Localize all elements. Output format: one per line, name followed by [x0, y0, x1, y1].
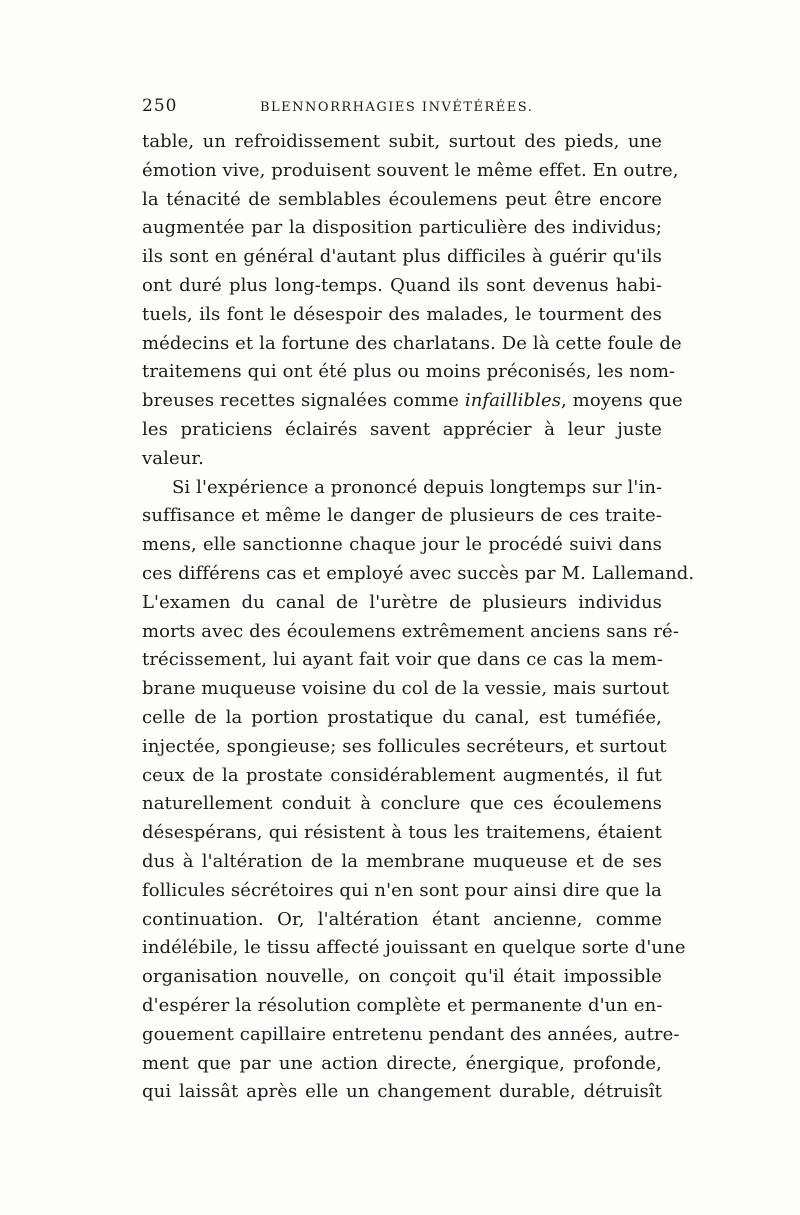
text-line: continuation. Or, l'altération étant ancienne, comme	[142, 908, 662, 930]
text-line: ont duré plus long-temps. Quand ils sont devenus habi-	[142, 274, 662, 296]
text-line: tuels, ils font le désespoir des malades, le tourment des	[142, 303, 662, 325]
body-text	[142, 128, 695, 1107]
text-line: injectée, spongieuse; ses follicules secréteurs, et surtout	[142, 735, 667, 757]
text-line: celle de la portion prostatique du canal, est tuméfiée,	[142, 706, 662, 728]
text-line: la ténacité de semblables écoulemens peut être encore	[142, 188, 662, 210]
text-line: organisation nouvelle, on conçoit qu'il était impossible	[142, 966, 662, 988]
text-line: qui laissât après elle un changement durable, détruisît	[142, 1081, 662, 1103]
text-line: morts avec des écoulemens extrêmement anciens sans ré-	[142, 620, 679, 642]
text-line: traitemens qui ont été plus ou moins préconisés, les nom-	[142, 361, 676, 383]
text-line-with-italic	[142, 387, 683, 416]
text-segment: breuses recettes signalées comme	[142, 390, 460, 412]
text-line: émotion vive, produisent souvent le même effet. En outre,	[142, 159, 679, 181]
text-line: suffisance et même le danger de plusieurs de ces traite-	[142, 505, 662, 527]
text-line: médecins et la fortune des charlatans. De là cette foule de	[142, 332, 682, 354]
text-line: indélébile, le tissu affecté jouissant en quelque sorte d'une	[142, 937, 686, 959]
running-title: BLENNORRHAGIES INVÉTÉRÉES.	[260, 100, 534, 115]
text-line: dus à l'altération de la membrane muqueuse et de ses	[142, 850, 662, 872]
text-line: désespérans, qui résistent à tous les traitemens, étaient	[142, 822, 662, 844]
text-line: ces différens cas et employé avec succès par M. Lallemand.	[142, 562, 695, 584]
text-line: table, un refroidissement subit, surtout des pieds, une	[142, 131, 662, 152]
page-number: 250	[142, 96, 178, 116]
text-line: valeur.	[142, 447, 204, 469]
text-line: les praticiens éclairés savent apprécier à leur juste	[142, 418, 662, 440]
text-line: augmentée par la disposition particulière des individus;	[142, 217, 662, 239]
text-line: L'examen du canal de l'urètre de plusieurs individus	[142, 591, 662, 613]
paragraph-start-line: Si l'expérience a prononcé depuis longtemps sur l'in-	[172, 476, 663, 498]
italic-word: infaillibles	[464, 390, 562, 412]
text-line: gouement capillaire entretenu pendant des années, autre-	[142, 1023, 680, 1045]
running-head	[142, 96, 662, 118]
text-line: naturellement conduit à conclure que ces écoulemens	[142, 793, 662, 815]
text-line: mens, elle sanctionne chaque jour le procédé suivi dans	[142, 534, 662, 556]
text-line: follicules sécrétoires qui n'en sont pour ainsi dire que la	[142, 879, 663, 901]
text-line: trécissement, lui ayant fait voir que dans ce cas la mem-	[142, 649, 663, 671]
text-line: ceux de la prostate considérablement augmentés, il fut	[142, 764, 662, 786]
text-line: ils sont en général d'autant plus difficiles à guérir qu'ils	[142, 246, 662, 268]
text-line: d'espérer la résolution complète et permanente d'un en-	[142, 994, 663, 1016]
text-segment: , moyens que	[561, 390, 683, 412]
text-line: ment que par une action directe, énergique, profonde,	[142, 1052, 662, 1074]
text-line: brane muqueuse voisine du col de la vessie, mais surtout	[142, 678, 670, 700]
